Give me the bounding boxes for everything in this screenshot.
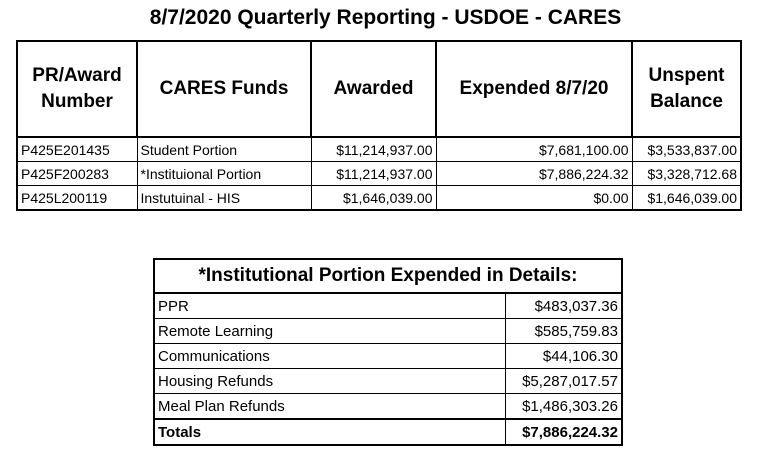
header-award-number-line2: Number	[41, 91, 113, 112]
detail-row	[154, 394, 622, 420]
funds-cell: Instutuinal - HIS	[137, 186, 311, 211]
unspent-cell: $1,646,039.00	[632, 186, 741, 211]
table-row	[17, 162, 741, 186]
unspent-cell: $3,328,712.68	[632, 162, 741, 186]
header-awarded: Awarded	[311, 41, 436, 137]
funds-cell: *Instituional Portion	[137, 162, 311, 186]
award-number-cell: P425F200283	[17, 162, 137, 186]
expended-cell: $7,886,224.32	[436, 162, 632, 186]
header-row	[17, 41, 741, 137]
totals-row	[154, 419, 622, 445]
award-number-cell: P425E201435	[17, 137, 137, 162]
awarded-cell: $11,214,937.00	[311, 162, 436, 186]
cares-funds-table	[16, 40, 742, 211]
detail-label: Remote Learning	[154, 319, 506, 344]
totals-label: Totals	[154, 419, 506, 445]
header-unspent-line2: Balance	[650, 91, 723, 112]
detail-label: Communications	[154, 344, 506, 369]
detail-label: Housing Refunds	[154, 369, 506, 394]
header-award-number-line1: PR/Award	[32, 65, 122, 87]
detail-row	[154, 293, 622, 319]
detail-header-row	[154, 259, 622, 293]
detail-value: $585,759.83	[506, 319, 623, 344]
expended-cell: $7,681,100.00	[436, 137, 632, 162]
detail-label: Meal Plan Refunds	[154, 394, 506, 420]
awarded-cell: $1,646,039.00	[311, 186, 436, 211]
detail-label: PPR	[154, 293, 506, 319]
detail-row	[154, 319, 622, 344]
detail-value: $483,037.36	[506, 293, 623, 319]
header-expended: Expended 8/7/20	[436, 41, 632, 137]
header-unspent-line1: Unspent	[648, 65, 725, 87]
header-award-number	[17, 41, 137, 137]
table-row	[17, 186, 741, 211]
detail-row	[154, 344, 622, 369]
detail-table-title: *Institutional Portion Expended in Details:	[154, 259, 622, 293]
awarded-cell: $11,214,937.00	[311, 137, 436, 162]
detail-row	[154, 369, 622, 394]
totals-value: $7,886,224.32	[506, 419, 623, 445]
award-number-cell: P425L200119	[17, 186, 137, 211]
table-row	[17, 137, 741, 162]
detail-value: $5,287,017.57	[506, 369, 623, 394]
expended-cell: $0.00	[436, 186, 632, 211]
detail-value: $44,106.30	[506, 344, 623, 369]
funds-cell: Student Portion	[137, 137, 311, 162]
unspent-cell: $3,533,837.00	[632, 137, 741, 162]
report-title: 8/7/2020 Quarterly Reporting - USDOE - CARES	[149, 6, 622, 29]
detail-value: $1,486,303.26	[506, 394, 623, 420]
institutional-detail-table	[153, 258, 623, 446]
header-cares-funds: CARES Funds	[137, 41, 311, 137]
header-unspent-balance	[632, 41, 741, 137]
